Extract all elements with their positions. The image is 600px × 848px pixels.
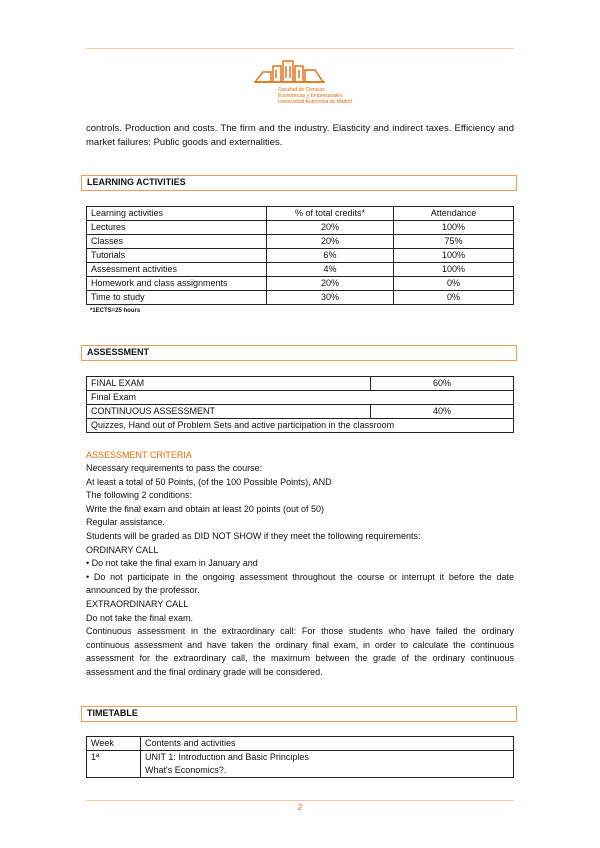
activity-cell: Classes <box>87 235 267 249</box>
ects-footnote: *1ECTS=25 hours <box>90 308 141 314</box>
assessment-table <box>86 376 514 433</box>
logo-text-line: Económicas y Empresariales <box>278 93 343 99</box>
table-row <box>87 277 514 291</box>
logo-text-line: Facultad de Ciencias <box>278 87 325 93</box>
continuous-assessment-percentage: 40% <box>371 405 514 419</box>
final-exam-detail: Final Exam <box>87 391 514 405</box>
table-header-cell: % of total credits* <box>267 207 394 221</box>
attendance-cell: 75% <box>394 235 514 249</box>
footer-rule <box>86 800 514 801</box>
attendance-cell: 100% <box>394 249 514 263</box>
continuous-assessment-detail: Quizzes, Hand out of Problem Sets and active participation in the classroom <box>87 419 514 433</box>
assessment-criteria-title: ASSESSMENT CRITERIA <box>86 450 192 460</box>
final-exam-label: FINAL EXAM <box>87 377 371 391</box>
contents-cell <box>141 751 514 778</box>
table-row <box>87 221 514 235</box>
final-exam-percentage: 60% <box>371 377 514 391</box>
criteria-line: Necessary requirements to pass the course: <box>86 463 263 473</box>
table-row <box>87 751 514 778</box>
section-heading-timetable: TIMETABLE <box>81 706 517 722</box>
table-row <box>87 235 514 249</box>
criteria-line: At least a total of 50 Points, (of the 100 Possible Points), AND <box>86 476 332 487</box>
table-row <box>87 249 514 263</box>
credits-cell: 4% <box>267 263 394 277</box>
activity-cell: Lectures <box>87 221 267 235</box>
intro-paragraph: controls. Production and costs. The firm and the industry. Elasticity and indirect taxes. Efficiency and market failures: Public goods and externalities. <box>86 123 514 148</box>
learning-activities-table <box>86 206 514 305</box>
table-header-row <box>87 207 514 221</box>
table-header-row <box>87 737 514 751</box>
table-row <box>87 377 514 391</box>
table-row <box>87 405 514 419</box>
activity-cell: Time to study <box>87 291 267 305</box>
contents-line: What's Economics?. <box>145 765 227 775</box>
criteria-line: • Do not participate in the ongoing assessment throughout the course or interrupt it before the date announced by the professor. <box>86 571 514 596</box>
attendance-cell: 0% <box>394 291 514 305</box>
table-row <box>87 391 514 405</box>
criteria-line: ORDINARY CALL <box>86 544 159 555</box>
section-heading-assessment: ASSESSMENT <box>81 345 517 361</box>
criteria-line: The following 2 conditions: <box>86 490 193 501</box>
table-header-cell: Attendance <box>394 207 514 221</box>
logo-text-line: Universidad Autónoma de Madrid <box>278 99 352 105</box>
criteria-line: Write the final exam and obtain at least 20 points (out of 50) <box>86 503 324 514</box>
credits-cell: 6% <box>267 249 394 263</box>
criteria-line: • Do not take the final exam in January and <box>86 558 258 569</box>
table-row <box>87 263 514 277</box>
credits-cell: 20% <box>267 235 394 249</box>
page-number: 2 <box>297 803 303 812</box>
activity-cell: Tutorials <box>87 249 267 263</box>
criteria-line: EXTRAORDINARY CALL <box>86 598 189 609</box>
table-header-cell: Learning activities <box>87 207 267 221</box>
table-row <box>87 419 514 433</box>
table-row <box>87 291 514 305</box>
credits-cell: 20% <box>267 277 394 291</box>
attendance-cell: 0% <box>394 277 514 291</box>
activity-cell: Homework and class assignments <box>87 277 267 291</box>
attendance-cell: 100% <box>394 263 514 277</box>
header-rule <box>86 48 514 49</box>
assessment-criteria-body <box>86 462 514 680</box>
credits-cell: 20% <box>267 221 394 235</box>
week-cell: 1ª <box>87 751 141 778</box>
activity-cell: Assessment activities <box>87 263 267 277</box>
criteria-line: Regular assistance. <box>86 517 166 528</box>
attendance-cell: 100% <box>394 221 514 235</box>
criteria-line: Do not take the final exam. <box>86 612 194 623</box>
criteria-line: Students will be graded as DID NOT SHOW if they meet the following requirements: <box>86 530 421 541</box>
table-header-cell: Contents and activities <box>141 737 514 751</box>
table-header-cell: Week <box>87 737 141 751</box>
contents-line: UNIT 1: Introduction and Basic Principles <box>145 752 309 762</box>
criteria-line: Continuous assessment in the extraordinary call: For those students who have failed the ordinary continuous assessment and have taken the ordinary final exam, in order to calculate the continuous assessment for the extraordinary call, the maximum between the grade of the ordinary continuous assessment and the final ordinary grade will be considered. <box>86 626 514 677</box>
section-heading-learning-activities: LEARNING ACTIVITIES <box>81 175 517 191</box>
continuous-assessment-label: CONTINUOUS ASSESSMENT <box>87 405 371 419</box>
credits-cell: 30% <box>267 291 394 305</box>
timetable-table <box>86 736 514 778</box>
